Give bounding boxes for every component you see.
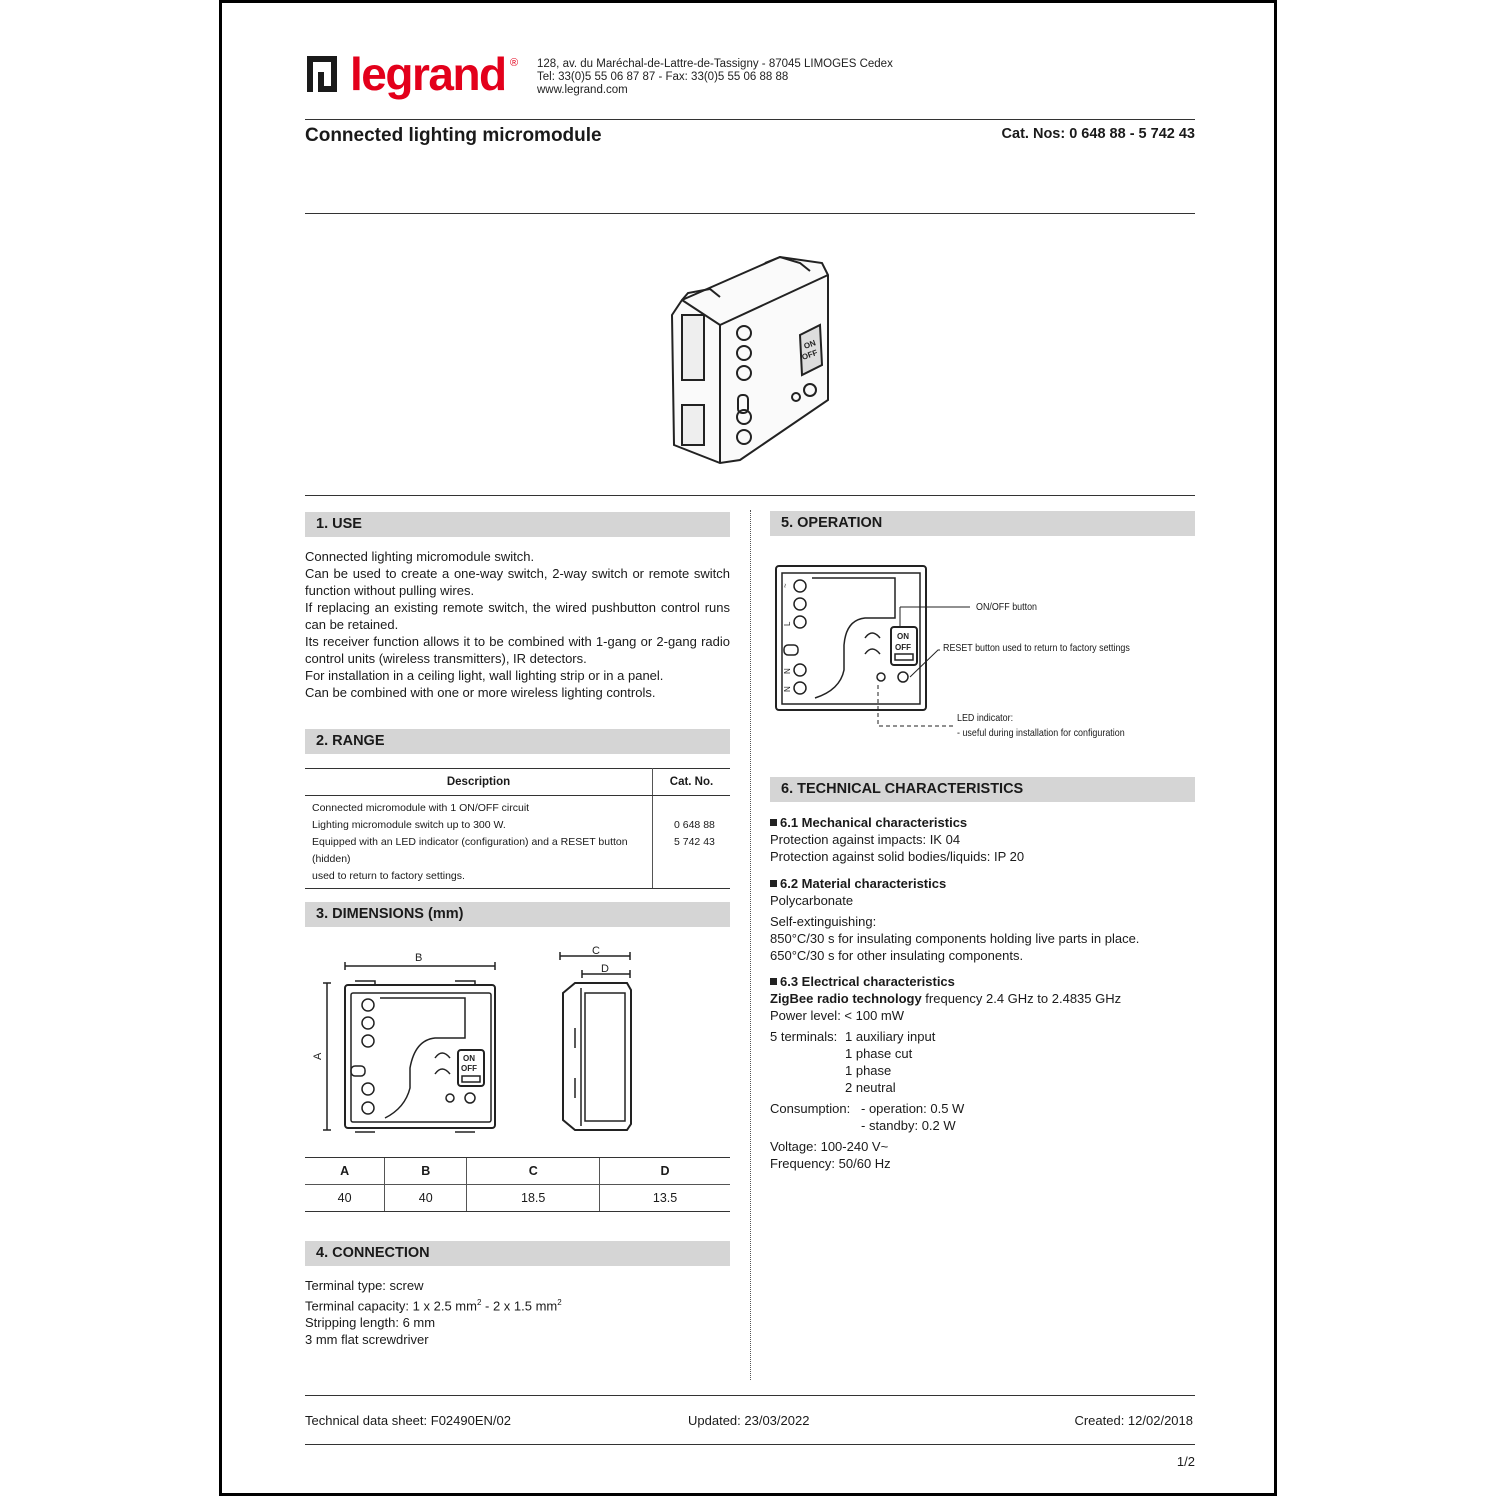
company-address [537,58,893,97]
terminal-capacity: Terminal capacity: 1 x 2.5 $mm^2 - 2$ x 1.5 $mm^2$ [305,1298,562,1314]
use-line: Connected lighting micromodule switch. [305,549,535,564]
power-level: Power level: < 100 mW [770,1008,905,1023]
dimensions-table [305,1157,730,1212]
terminal-item: 2 neutral [845,1080,896,1095]
page-number: 1/2 [1176,1454,1195,1469]
dims-value: 13.5 [600,1185,730,1212]
section-range-heading: 2. RANGE [305,729,730,754]
on-label: ON [897,632,909,641]
terminal-aux-label: ~ [781,583,790,588]
dim-label-b: B [415,952,423,964]
table-row [305,1185,730,1212]
side-view-icon [545,938,645,1138]
range-col-description: Description [305,769,653,796]
terminals-label: 5 terminals: [770,1029,838,1044]
dims-col-b: B [385,1158,467,1185]
section-connection-heading: 4. CONNECTION [305,1241,730,1266]
electrical-title: 6.3 Electrical characteristics [770,973,1195,990]
dim-label-a: A [312,1052,324,1060]
off-label: OFF [895,643,911,652]
terminal-type: Terminal type: screw [305,1278,424,1293]
dims-value: 40 [385,1185,467,1212]
onoff-button-label: ON/OFF button [976,601,1038,613]
reset-button-label: RESET button used to return to factory settings [943,642,1130,654]
material-title: 6.2 Material characteristics [770,875,1195,892]
dims-col-c: C [467,1158,600,1185]
updated-date: Updated: 23/03/2022 [688,1413,810,1428]
footer-top-rule [305,1395,1195,1396]
material-value: Polycarbonate [770,893,854,908]
svg-text:OFF: OFF [800,347,819,362]
catno-value: 0 648 88 [674,819,715,831]
terminal-l-label: L [783,621,792,626]
catalog-numbers: Cat. Nos: 0 648 88 - 5 742 43 [1001,126,1195,142]
material-line: 850°C/30 s for insulating components holding live parts in place. [770,931,1140,946]
terminal-item: 1 auxiliary input [845,1029,936,1044]
connection-text [305,1277,730,1348]
svg-text:ON: ON [802,338,817,351]
section-use-heading: 1. USE [305,512,730,537]
dims-value: 40 [305,1185,385,1212]
use-line: Can be combined with one or more wireless lighting controls. [305,685,656,700]
content-rule [305,495,1195,496]
product-illustration [660,245,840,470]
range-description [305,796,653,889]
led-indicator-note: - useful during installation for configuration [957,727,1125,739]
led-indicator-label: LED indicator: [957,712,1014,724]
page-title: Connected lighting micromodule [305,125,602,146]
legrand-logo-icon [305,52,525,110]
created-date: Created: 12/02/2018 [1074,1413,1193,1428]
mechanical-line: Protection against solid bodies/liquids: IP 20 [770,849,1025,864]
website-line: www.legrand.com [537,84,628,96]
legrand-logo [305,52,525,110]
mechanical-line: Protection against impacts: IK 04 [770,832,961,847]
dim-label-c: C [592,945,600,957]
datasheet-ref: Technical data sheet: F02490EN/02 [305,1413,511,1428]
section-technical-heading: 6. TECHNICAL CHARACTERISTICS [770,777,1195,802]
desc-line: used to return to factory settings. [312,870,465,882]
section-dimensions-heading: 3. DIMENSIONS (mm) [305,902,730,927]
dims-col-d: D [600,1158,730,1185]
terminal-item: 1 phase [845,1063,892,1078]
desc-line: Equipped with an LED indicator (configuration) and a RESET button (hidden) [312,836,628,865]
terminals-block [770,1028,1195,1096]
material-line: 650°C/30 s for other insulating components. [770,948,1024,963]
mechanical-title: 6.1 Mechanical characteristics [770,814,1195,831]
table-row [305,796,730,889]
on-label: ON [463,1054,475,1063]
dims-col-a: A [305,1158,385,1185]
title-rule [305,213,1195,214]
terminal-n-label: N [783,668,792,674]
use-line: Its receiver function allows it to be combined with 1-gang or 2-gang radio control units (wireless transmitters), IR detectors. [305,634,730,666]
dim-label-d: D [601,963,609,975]
consumption-item: - operation: 0.5 W [861,1101,965,1116]
brand-name: legrand [350,52,506,100]
svg-text:®: ® [510,57,519,69]
column-divider [750,510,751,1380]
terminal-item: 1 phase cut [845,1046,913,1061]
use-line: For installation in a ceiling light, wall lighting strip or in a panel. [305,668,664,683]
voltage: Voltage: 100-240 V~ [770,1139,889,1154]
stripping-length: Stripping length: 6 mm [305,1315,436,1331]
dims-value: 18.5 [467,1185,600,1212]
phone-line: Tel: 33(0)5 55 06 87 87 - Fax: 33(0)5 55 06 88 88 [537,71,789,83]
frequency: Frequency: 50/60 Hz [770,1156,891,1171]
screwdriver: 3 mm flat screwdriver [305,1332,429,1348]
desc-line: Lighting micromodule switch up to 300 W. [312,819,506,831]
zigbee-line: ZigBee radio technology frequency 2.4 GHz to 2.4835 GHz [770,991,1122,1006]
dimension-side-drawing [545,938,645,1138]
consumption-block [770,1100,1195,1134]
section-operation-heading: 5. OPERATION [770,511,1195,536]
range-col-catno: Cat. No. [653,769,731,796]
use-line: Can be used to create a one-way switch, 2-way switch or remote switch function without pulling wires. [305,566,730,598]
range-table [305,768,730,889]
header-rule [305,119,1195,120]
consumption-item: - standby: 0.2 W [861,1118,956,1133]
range-catnos [653,796,731,889]
off-label: OFF [461,1064,477,1073]
desc-line: Connected micromodule with 1 ON/OFF circuit [312,802,530,814]
use-text [305,548,730,701]
address-line: 128, av. du Maréchal-de-Lattre-de-Tassigny - 87045 LIMOGES Cedex [537,58,893,70]
self-extinguishing-label: Self-extinguishing: [770,914,877,929]
use-line: If replacing an existing remote switch, the wired pushbutton control runs can be retained. [305,600,730,632]
catno-value: 5 742 43 [674,836,715,848]
consumption-label: Consumption: [770,1101,851,1116]
technical-text [770,814,1195,1172]
footer-bottom-rule [305,1444,1195,1445]
micromodule-icon [660,245,840,470]
terminal-n-label: N [783,686,792,692]
